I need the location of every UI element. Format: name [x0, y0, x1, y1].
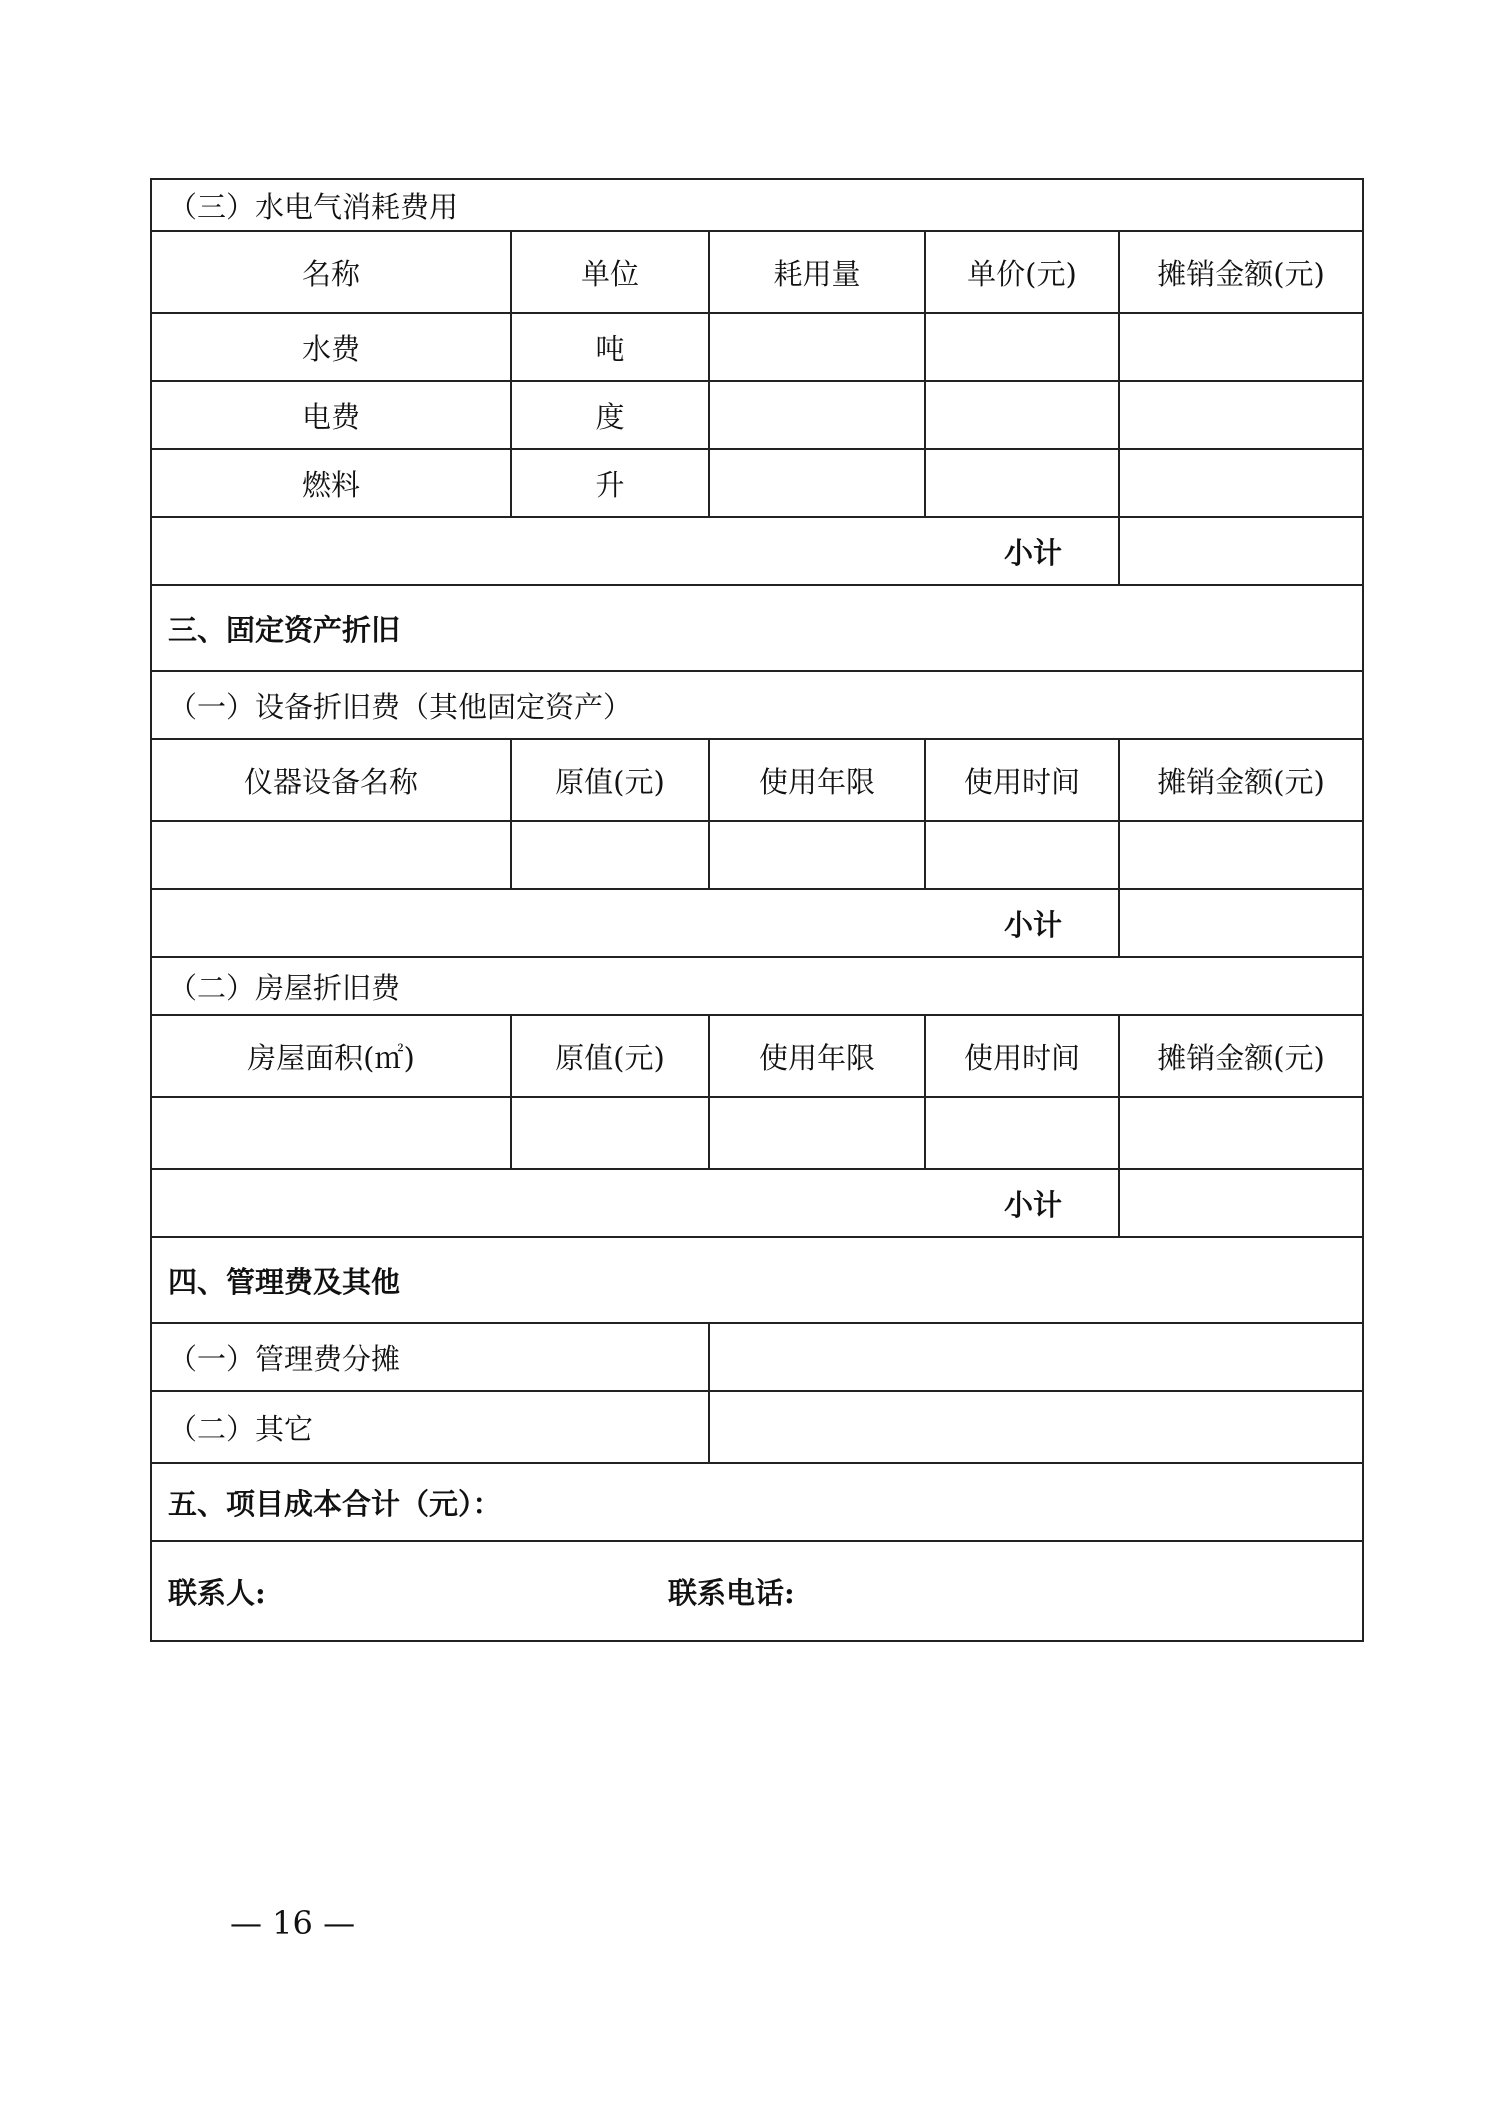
equipment-subtotal-label: 小计 [151, 889, 1119, 957]
cost-form-table [150, 178, 1364, 1642]
header-usage-time: 使用时间 [925, 739, 1119, 821]
section3-title: 三、固定资产折旧 [151, 585, 1363, 671]
equipment-life-cell[interactable] [709, 821, 925, 889]
house-life-cell[interactable] [709, 1097, 925, 1169]
row-fuel-amount[interactable] [1119, 449, 1363, 517]
contact-person-label: 联系人: [168, 1575, 266, 1610]
row-water-amount[interactable] [1119, 313, 1363, 381]
row-fuel-name: 燃料 [151, 449, 511, 517]
equipment-time-cell[interactable] [925, 821, 1119, 889]
housing-subtotal-label: 小计 [151, 1169, 1119, 1237]
equipment-value-cell[interactable] [511, 821, 709, 889]
row-water-unit: 吨 [511, 313, 709, 381]
header-amortization: 摊销金额(元) [1119, 231, 1363, 313]
other-fee-label: （二）其它 [151, 1391, 709, 1463]
table-row [151, 381, 1363, 449]
row-water-price[interactable] [925, 313, 1119, 381]
row-water-name: 水费 [151, 313, 511, 381]
header-house-time: 使用时间 [925, 1015, 1119, 1097]
utilities-title: （三）水电气消耗费用 [151, 179, 1363, 231]
header-house-life: 使用年限 [709, 1015, 925, 1097]
row-electric-amount[interactable] [1119, 381, 1363, 449]
header-unit: 单位 [511, 231, 709, 313]
header-original-value: 原值(元) [511, 739, 709, 821]
header-service-life: 使用年限 [709, 739, 925, 821]
contact-row [151, 1541, 1363, 1641]
management-fee-value[interactable] [709, 1323, 1363, 1391]
house-area-cell[interactable] [151, 1097, 511, 1169]
housing-subtotal-value[interactable] [1119, 1169, 1363, 1237]
house-amount-cell[interactable] [1119, 1097, 1363, 1169]
equipment-title: （一）设备折旧费（其他固定资产） [151, 671, 1363, 739]
row-electric-name: 电费 [151, 381, 511, 449]
table-row [151, 821, 1363, 889]
header-unit-price: 单价(元) [925, 231, 1119, 313]
equipment-amount-cell[interactable] [1119, 821, 1363, 889]
row-electric-unit: 度 [511, 381, 709, 449]
other-fee-value[interactable] [709, 1391, 1363, 1463]
row-electric-price[interactable] [925, 381, 1119, 449]
equipment-subtotal-value[interactable] [1119, 889, 1363, 957]
header-house-area: 房屋面积(㎡) [151, 1015, 511, 1097]
header-equipment-amount: 摊销金额(元) [1119, 739, 1363, 821]
row-water-consumption[interactable] [709, 313, 925, 381]
row-fuel-price[interactable] [925, 449, 1119, 517]
header-equipment-name: 仪器设备名称 [151, 739, 511, 821]
contact-phone-label: 联系电话: [668, 1575, 795, 1610]
row-fuel-consumption[interactable] [709, 449, 925, 517]
header-consumption: 耗用量 [709, 231, 925, 313]
utilities-subtotal-value[interactable] [1119, 517, 1363, 585]
section4-title: 四、管理费及其他 [151, 1237, 1363, 1323]
management-fee-label: （一）管理费分摊 [151, 1323, 709, 1391]
house-value-cell[interactable] [511, 1097, 709, 1169]
house-time-cell[interactable] [925, 1097, 1119, 1169]
table-row [151, 449, 1363, 517]
row-electric-consumption[interactable] [709, 381, 925, 449]
table-row [151, 313, 1363, 381]
section5-title: 五、项目成本合计（元）： [151, 1463, 1363, 1541]
header-house-value: 原值(元) [511, 1015, 709, 1097]
utilities-subtotal-label: 小计 [151, 517, 1119, 585]
header-name: 名称 [151, 231, 511, 313]
row-fuel-unit: 升 [511, 449, 709, 517]
table-row [151, 1097, 1363, 1169]
housing-title: （二）房屋折旧费 [151, 957, 1363, 1015]
header-house-amount: 摊销金额(元) [1119, 1015, 1363, 1097]
equipment-name-cell[interactable] [151, 821, 511, 889]
page-number: — 16 — [230, 1904, 356, 1942]
